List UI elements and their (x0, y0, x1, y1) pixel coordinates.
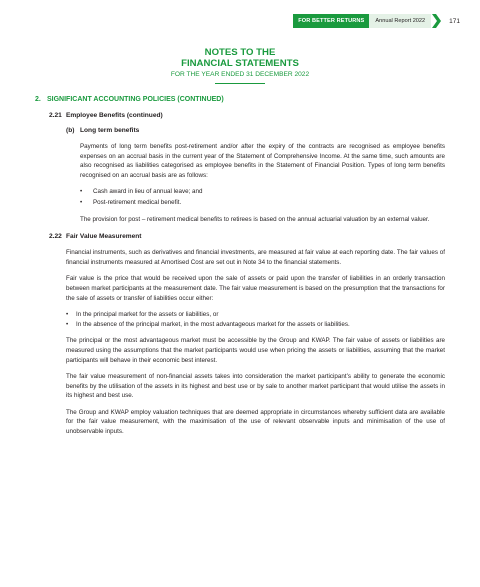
paragraph: Financial instruments, such as derivatives and financial investments, are measured at fair value at each reporting date. The fair values of financial instruments measured at Amortised Cost are set out in Note 34 to the financial statements. (66, 249, 445, 266)
section-number: 2. (35, 96, 41, 103)
section-heading (35, 95, 445, 104)
paragraph: Fair value is the price that would be received upon the sale of assets or paid upon the transfer of liabilities in an orderly transaction between market participants at the measurement date. The fair value measurement is based on the presumption that the transactions for the sale of assets or transfer of liabilities occur either: (66, 275, 445, 302)
list-item: • Post-retirement medical benefit. (80, 198, 182, 206)
page-subtitle: FOR THE YEAR ENDED 31 DECEMBER 2022 (170, 71, 310, 78)
item-heading-long-term-benefits (35, 126, 445, 135)
list-item: • In the principal market for the assets or liabilities, or (66, 311, 219, 319)
page-title-line2: FINANCIAL STATEMENTS (181, 58, 299, 69)
paragraph: Payments of long term benefits post-retirement and/or after the expiry of the contracts are recognised as employee benefits expenses on an accrual basis in the current year of the Statement of Comprehensive Income. At the same time, such amounts are also recognised as liabilities categorised as employee benefits in the Statement of Financial Position. Types of long term benefits recognised on an accrual basis are as follows: (80, 143, 445, 179)
list-item: • Cash award in lieu of annual leave; and (80, 188, 203, 196)
report-title: Annual Report 2022 (369, 14, 431, 28)
page-header (293, 14, 460, 28)
item-letter: (b) (66, 127, 75, 134)
list-item: • In the absence of the principal market, in the most advantageous market for the assets or liabilities. (66, 320, 350, 328)
section-title: SIGNIFICANT ACCOUNTING POLICIES (CONTINUED) (47, 96, 224, 103)
subsection-heading-employee-benefits (35, 111, 445, 120)
bullet-list (66, 310, 445, 329)
chevron-right-icon (432, 14, 441, 28)
page-title-line1: NOTES TO THE (204, 47, 276, 58)
report-tagline: FOR BETTER RETURNS (293, 14, 369, 28)
paragraph: The fair value measurement of non-financial assets takes into consideration the market participant’s ability to generate the economic benefits by the utilisation of the assets in its highest and best use or by sale to another market participant that would utilise the assets in its highest and best use. (66, 373, 445, 400)
subsection-title: Employee Benefits (continued) (66, 112, 163, 119)
paragraph: The provision for post – retirement medical benefits to retirees is based on the annual actuarial valuation by an external valuer. (80, 215, 430, 223)
notes-body (35, 95, 445, 437)
item-title: Long term benefits (80, 127, 140, 134)
subsection-number: 2.21 (49, 112, 62, 119)
page-number: 171 (449, 17, 460, 25)
bullet-list (80, 187, 445, 207)
subsection-number: 2.22 (49, 233, 62, 241)
title-divider (215, 83, 265, 84)
paragraph: The Group and KWAP employ valuation techniques that are deemed appropriate in circumstances whereby sufficient data are available for the fair value measurement, with the maximisation of the use of relevant observable inputs and minimisation of the use of unobservable inputs. (66, 408, 445, 436)
page-title-block (0, 47, 480, 84)
paragraph: The principal or the most advantageous market must be accessible by the Group and KWAP. The fair value of assets or liabilities are measured using the assumptions that the market participants would use when pricing the assets or liabilities, assuming that the market participants will behave in their economic best interest. (66, 337, 445, 364)
subsection-heading-fair-value (35, 232, 445, 241)
subsection-title: Fair Value Measurement (66, 233, 142, 241)
